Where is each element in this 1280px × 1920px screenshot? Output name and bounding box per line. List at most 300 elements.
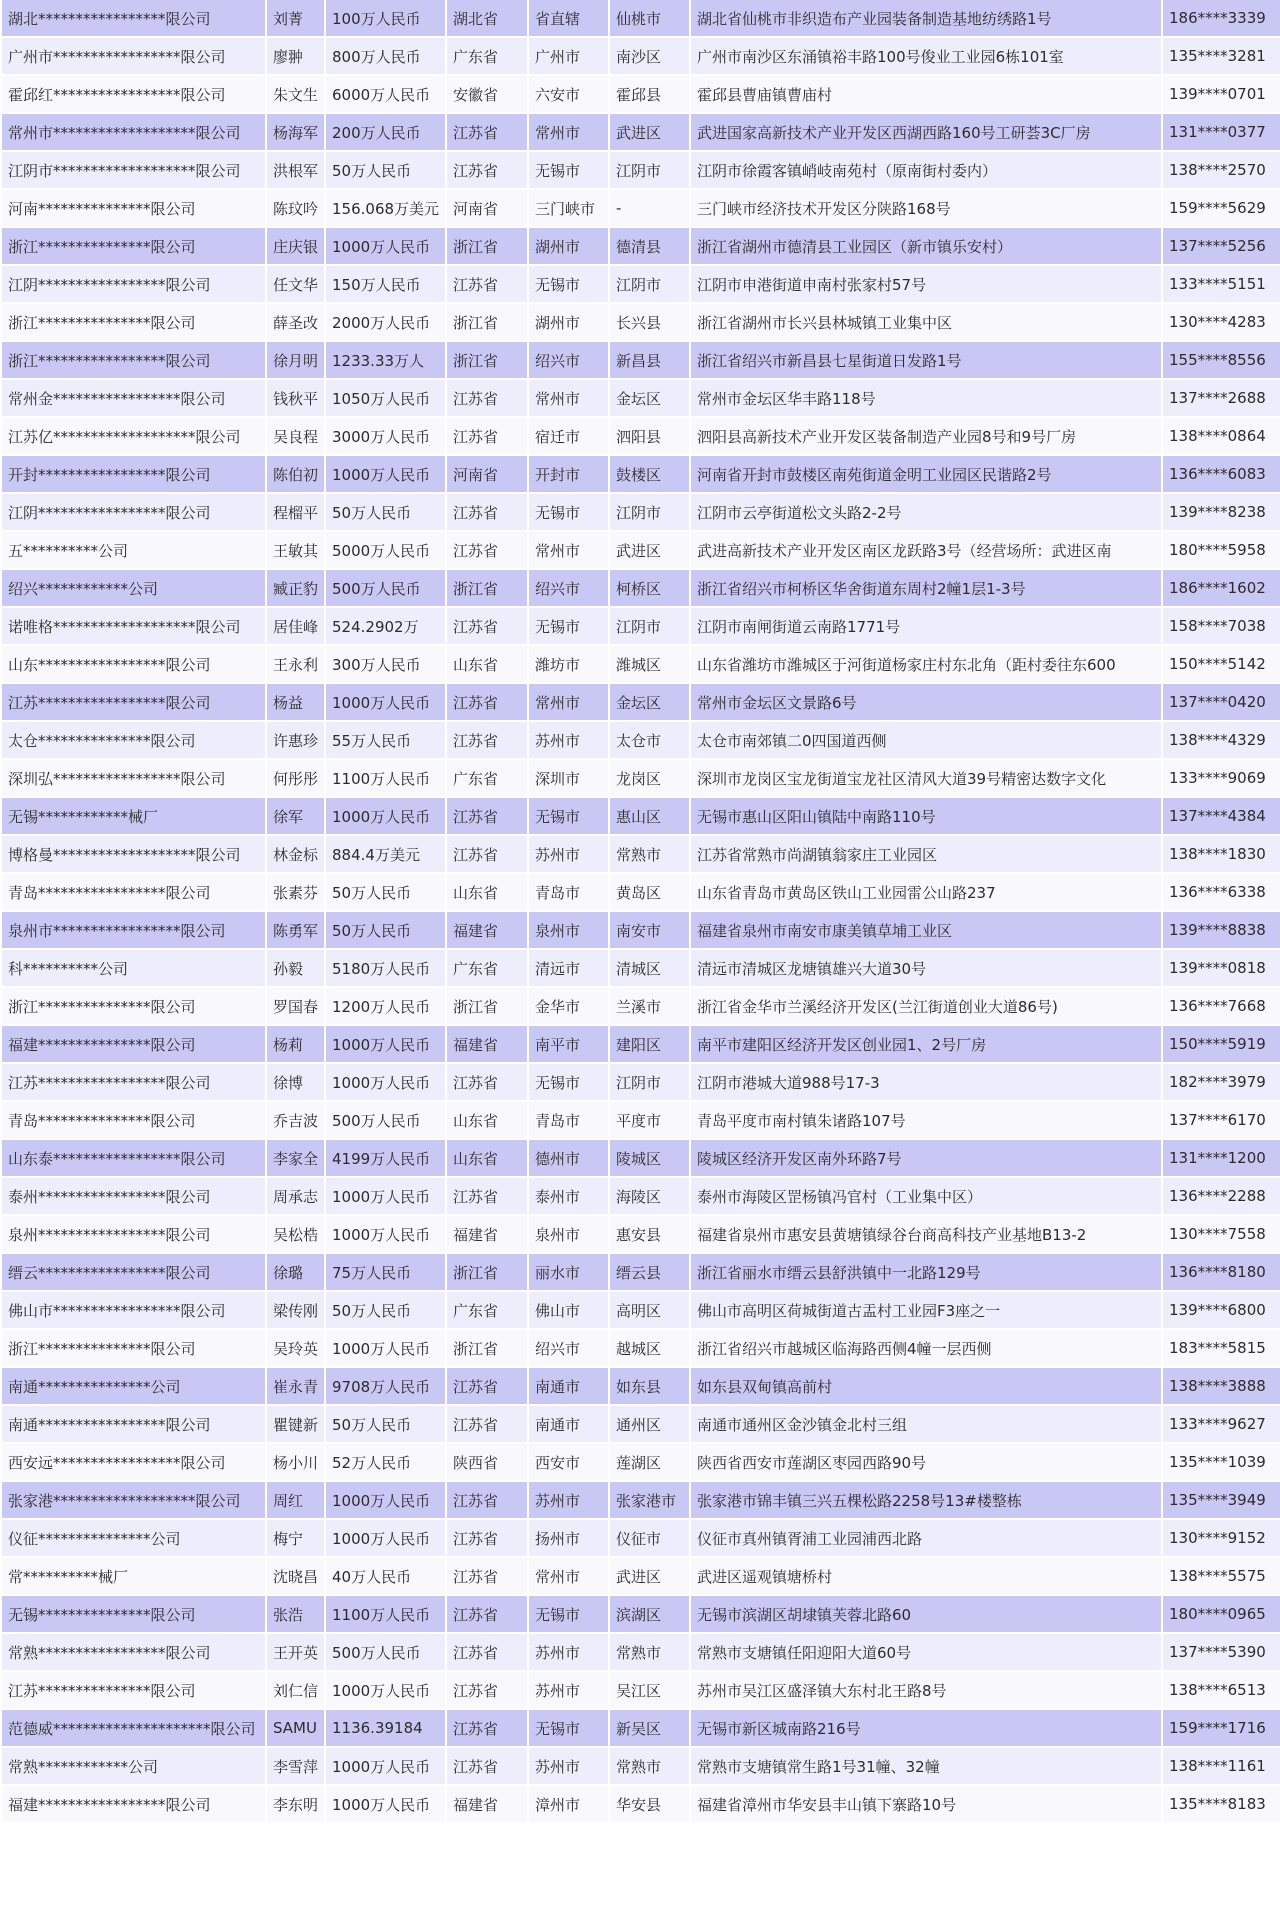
table-row [2, 836, 1280, 872]
district-cell: 仙桃市 [610, 0, 689, 36]
registered-capital-cell: 1000万人民币 [326, 1026, 445, 1062]
registered-capital-cell: 50万人民币 [326, 912, 445, 948]
registered-capital-cell: 1136.39184 [326, 1710, 445, 1746]
registered-capital-cell: 50万人民币 [326, 494, 445, 530]
phone-cell: 135****8183 [1163, 1786, 1280, 1822]
phone-cell: 137****6170 [1163, 1102, 1280, 1138]
province-cell: 江苏省 [447, 114, 527, 150]
city-cell: 常州市 [529, 684, 608, 720]
legal-representative-cell: 任文华 [267, 266, 324, 302]
city-cell: 苏州市 [529, 836, 608, 872]
address-cell: 张家港市锦丰镇三兴五棵松路2258号13#楼整栋 [691, 1482, 1161, 1518]
city-cell: 泉州市 [529, 912, 608, 948]
company-name-cell: 福建*****************限公司 [2, 1786, 265, 1822]
province-cell: 广东省 [447, 950, 527, 986]
province-cell: 江苏省 [447, 1520, 527, 1556]
province-cell: 江苏省 [447, 532, 527, 568]
registered-capital-cell: 1000万人民币 [326, 1216, 445, 1252]
company-name-cell: 山东泰*****************限公司 [2, 1140, 265, 1176]
phone-cell: 138****1830 [1163, 836, 1280, 872]
legal-representative-cell: 陈伯初 [267, 456, 324, 492]
legal-representative-cell: 乔吉波 [267, 1102, 324, 1138]
phone-cell: 180****0965 [1163, 1596, 1280, 1632]
province-cell: 陕西省 [447, 1444, 527, 1480]
address-cell: 浙江省丽水市缙云县舒洪镇中一北路129号 [691, 1254, 1161, 1290]
city-cell: 六安市 [529, 76, 608, 112]
phone-cell: 138****1161 [1163, 1748, 1280, 1784]
registered-capital-cell: 1000万人民币 [326, 684, 445, 720]
table-row [2, 418, 1280, 454]
table-row [2, 1444, 1280, 1480]
registered-capital-cell: 1000万人民币 [326, 1482, 445, 1518]
registered-capital-cell: 9708万人民币 [326, 1368, 445, 1404]
province-cell: 湖北省 [447, 0, 527, 36]
phone-cell: 133****5151 [1163, 266, 1280, 302]
district-cell: 德清县 [610, 228, 689, 264]
legal-representative-cell: 徐博 [267, 1064, 324, 1100]
legal-representative-cell: 杨小川 [267, 1444, 324, 1480]
registered-capital-cell: 156.068万美元 [326, 190, 445, 226]
province-cell: 山东省 [447, 1140, 527, 1176]
phone-cell: 130****9152 [1163, 1520, 1280, 1556]
phone-cell: 158****7038 [1163, 608, 1280, 644]
table-row [2, 1710, 1280, 1746]
address-cell: 仪征市真州镇胥浦工业园浦西北路 [691, 1520, 1161, 1556]
table-row [2, 0, 1280, 36]
address-cell: 福建省漳州市华安县丰山镇下寨路10号 [691, 1786, 1161, 1822]
district-cell: 惠安县 [610, 1216, 689, 1252]
registered-capital-cell: 50万人民币 [326, 874, 445, 910]
city-cell: 常州市 [529, 1558, 608, 1594]
address-cell: 无锡市滨湖区胡埭镇芙蓉北路60 [691, 1596, 1161, 1632]
city-cell: 潍坊市 [529, 646, 608, 682]
phone-cell: 186****1602 [1163, 570, 1280, 606]
city-cell: 清远市 [529, 950, 608, 986]
district-cell: 吴江区 [610, 1672, 689, 1708]
table-row [2, 76, 1280, 112]
legal-representative-cell: 张浩 [267, 1596, 324, 1632]
company-name-cell: 诺唯格*******************限公司 [2, 608, 265, 644]
address-cell: 福建省泉州市南安市康美镇草埔工业区 [691, 912, 1161, 948]
registered-capital-cell: 524.2902万 [326, 608, 445, 644]
province-cell: 安徽省 [447, 76, 527, 112]
table-row [2, 114, 1280, 150]
address-cell: 浙江省湖州市长兴县林城镇工业集中区 [691, 304, 1161, 340]
address-cell: 河南省开封市鼓楼区南苑街道金明工业园区民谐路2号 [691, 456, 1161, 492]
district-cell: 江阴市 [610, 494, 689, 530]
registered-capital-cell: 75万人民币 [326, 1254, 445, 1290]
province-cell: 江苏省 [447, 1672, 527, 1708]
table-row [2, 684, 1280, 720]
table-row [2, 304, 1280, 340]
legal-representative-cell: 杨莉 [267, 1026, 324, 1062]
district-cell: 柯桥区 [610, 570, 689, 606]
legal-representative-cell: 杨益 [267, 684, 324, 720]
phone-cell: 135****3281 [1163, 38, 1280, 74]
company-name-cell: 泰州*****************限公司 [2, 1178, 265, 1214]
city-cell: 湖州市 [529, 304, 608, 340]
legal-representative-cell: 罗国春 [267, 988, 324, 1024]
table-row [2, 1330, 1280, 1366]
table-row [2, 760, 1280, 796]
phone-cell: 186****3339 [1163, 0, 1280, 36]
city-cell: 无锡市 [529, 798, 608, 834]
company-name-cell: 无锡************械厂 [2, 798, 265, 834]
address-cell: 广州市南沙区东涌镇裕丰路100号俊业工业园6栋101室 [691, 38, 1161, 74]
address-cell: 无锡市新区城南路216号 [691, 1710, 1161, 1746]
address-cell: 陕西省西安市莲湖区枣园西路90号 [691, 1444, 1161, 1480]
company-name-cell: 西安远*****************限公司 [2, 1444, 265, 1480]
city-cell: 无锡市 [529, 494, 608, 530]
company-name-cell: 泉州*****************限公司 [2, 1216, 265, 1252]
registered-capital-cell: 1000万人民币 [326, 456, 445, 492]
registered-capital-cell: 3000万人民币 [326, 418, 445, 454]
company-name-cell: 福建***************限公司 [2, 1026, 265, 1062]
address-cell: 江阴市南闸街道云南路1771号 [691, 608, 1161, 644]
district-cell: 高明区 [610, 1292, 689, 1328]
registered-capital-cell: 150万人民币 [326, 266, 445, 302]
company-name-cell: 常**********械厂 [2, 1558, 265, 1594]
company-name-cell: 五**********公司 [2, 532, 265, 568]
table-row [2, 1102, 1280, 1138]
legal-representative-cell: 杨海军 [267, 114, 324, 150]
city-cell: 无锡市 [529, 1064, 608, 1100]
district-cell: 如东县 [610, 1368, 689, 1404]
table-row [2, 1482, 1280, 1518]
legal-representative-cell: 徐月明 [267, 342, 324, 378]
district-cell: 仪征市 [610, 1520, 689, 1556]
registered-capital-cell: 1200万人民币 [326, 988, 445, 1024]
table-row [2, 1026, 1280, 1062]
district-cell: 金坛区 [610, 684, 689, 720]
district-cell: 建阳区 [610, 1026, 689, 1062]
district-cell: 江阴市 [610, 1064, 689, 1100]
registered-capital-cell: 100万人民币 [326, 0, 445, 36]
legal-representative-cell: 瞿键新 [267, 1406, 324, 1442]
province-cell: 河南省 [447, 190, 527, 226]
district-cell: 莲湖区 [610, 1444, 689, 1480]
phone-cell: 183****5815 [1163, 1330, 1280, 1366]
legal-representative-cell: 居佳峰 [267, 608, 324, 644]
province-cell: 江苏省 [447, 1178, 527, 1214]
table-row [2, 152, 1280, 188]
company-name-cell: 开封*****************限公司 [2, 456, 265, 492]
address-cell: 清远市清城区龙塘镇雄兴大道30号 [691, 950, 1161, 986]
company-name-cell: 江阴市*******************限公司 [2, 152, 265, 188]
legal-representative-cell: 王开英 [267, 1634, 324, 1670]
district-cell: 武进区 [610, 1558, 689, 1594]
district-cell: 常熟市 [610, 1748, 689, 1784]
district-cell: 缙云县 [610, 1254, 689, 1290]
district-cell: 通州区 [610, 1406, 689, 1442]
legal-representative-cell: 张素芬 [267, 874, 324, 910]
province-cell: 江苏省 [447, 152, 527, 188]
address-cell: 深圳市龙岗区宝龙街道宝龙社区清风大道39号精密达数字文化 [691, 760, 1161, 796]
city-cell: 绍兴市 [529, 570, 608, 606]
company-name-cell: 广州市*****************限公司 [2, 38, 265, 74]
company-name-cell: 南通*****************限公司 [2, 1406, 265, 1442]
city-cell: 深圳市 [529, 760, 608, 796]
city-cell: 苏州市 [529, 1482, 608, 1518]
table-row [2, 1558, 1280, 1594]
table-row [2, 38, 1280, 74]
address-cell: 苏州市吴江区盛泽镇大东村北王路8号 [691, 1672, 1161, 1708]
city-cell: 无锡市 [529, 1596, 608, 1632]
table-row [2, 608, 1280, 644]
district-cell: 兰溪市 [610, 988, 689, 1024]
legal-representative-cell: 孙毅 [267, 950, 324, 986]
table-row [2, 266, 1280, 302]
legal-representative-cell: 钱秋平 [267, 380, 324, 416]
company-name-cell: 浙江***************限公司 [2, 304, 265, 340]
province-cell: 浙江省 [447, 228, 527, 264]
address-cell: 湖北省仙桃市非织造布产业园装备制造基地纺绣路1号 [691, 0, 1161, 36]
province-cell: 江苏省 [447, 380, 527, 416]
registered-capital-cell: 55万人民币 [326, 722, 445, 758]
company-name-cell: 浙江***************限公司 [2, 1330, 265, 1366]
company-name-cell: 佛山市*****************限公司 [2, 1292, 265, 1328]
registered-capital-cell: 1100万人民币 [326, 760, 445, 796]
address-cell: 泰州市海陵区罡杨镇冯官村（工业集中区） [691, 1178, 1161, 1214]
district-cell: - [610, 190, 689, 226]
company-name-cell: 南通***************公司 [2, 1368, 265, 1404]
company-name-cell: 范德威*********************限公司 [2, 1710, 265, 1746]
registered-capital-cell: 800万人民币 [326, 38, 445, 74]
phone-cell: 180****5958 [1163, 532, 1280, 568]
city-cell: 佛山市 [529, 1292, 608, 1328]
phone-cell: 136****2288 [1163, 1178, 1280, 1214]
registered-capital-cell: 50万人民币 [326, 1406, 445, 1442]
table-row [2, 1672, 1280, 1708]
legal-representative-cell: 陈勇军 [267, 912, 324, 948]
phone-cell: 138****5575 [1163, 1558, 1280, 1594]
registered-capital-cell: 4199万人民币 [326, 1140, 445, 1176]
district-cell: 越城区 [610, 1330, 689, 1366]
phone-cell: 159****5629 [1163, 190, 1280, 226]
legal-representative-cell: 徐璐 [267, 1254, 324, 1290]
legal-representative-cell: 吴玲英 [267, 1330, 324, 1366]
company-name-cell: 山东*****************限公司 [2, 646, 265, 682]
phone-cell: 131****1200 [1163, 1140, 1280, 1176]
registered-capital-cell: 1100万人民币 [326, 1596, 445, 1632]
table-row [2, 988, 1280, 1024]
address-cell: 江阴市云亭街道松文头路2-2号 [691, 494, 1161, 530]
phone-cell: 159****1716 [1163, 1710, 1280, 1746]
phone-cell: 155****8556 [1163, 342, 1280, 378]
address-cell: 江阴市徐霞客镇峭岐南苑村（原南街村委内） [691, 152, 1161, 188]
city-cell: 湖州市 [529, 228, 608, 264]
address-cell: 浙江省绍兴市新昌县七星街道日发路1号 [691, 342, 1161, 378]
legal-representative-cell: 沈晓昌 [267, 1558, 324, 1594]
city-cell: 无锡市 [529, 266, 608, 302]
registered-capital-cell: 500万人民币 [326, 1102, 445, 1138]
province-cell: 浙江省 [447, 304, 527, 340]
province-cell: 福建省 [447, 912, 527, 948]
company-name-cell: 深圳弘*****************限公司 [2, 760, 265, 796]
legal-representative-cell: 李东明 [267, 1786, 324, 1822]
province-cell: 江苏省 [447, 266, 527, 302]
legal-representative-cell: 林金标 [267, 836, 324, 872]
phone-cell: 136****8180 [1163, 1254, 1280, 1290]
address-cell: 太仓市南郊镇二0四国道西侧 [691, 722, 1161, 758]
address-cell: 山东省青岛市黄岛区铁山工业园雷公山路237 [691, 874, 1161, 910]
legal-representative-cell: SAMU [267, 1710, 324, 1746]
legal-representative-cell: 梁传刚 [267, 1292, 324, 1328]
city-cell: 泉州市 [529, 1216, 608, 1252]
province-cell: 江苏省 [447, 1596, 527, 1632]
legal-representative-cell: 李家全 [267, 1140, 324, 1176]
legal-representative-cell: 陈玟吟 [267, 190, 324, 226]
address-cell: 江阴市申港街道申南村张家村57号 [691, 266, 1161, 302]
table-row [2, 190, 1280, 226]
legal-representative-cell: 刘仁信 [267, 1672, 324, 1708]
district-cell: 黄岛区 [610, 874, 689, 910]
company-name-cell: 常州市*******************限公司 [2, 114, 265, 150]
city-cell: 西安市 [529, 1444, 608, 1480]
province-cell: 江苏省 [447, 684, 527, 720]
district-cell: 新昌县 [610, 342, 689, 378]
company-name-cell: 江苏*****************限公司 [2, 1064, 265, 1100]
city-cell: 苏州市 [529, 1672, 608, 1708]
district-cell: 泗阳县 [610, 418, 689, 454]
registered-capital-cell: 6000万人民币 [326, 76, 445, 112]
province-cell: 江苏省 [447, 494, 527, 530]
phone-cell: 137****5256 [1163, 228, 1280, 264]
province-cell: 山东省 [447, 874, 527, 910]
registered-capital-cell: 1000万人民币 [326, 228, 445, 264]
address-cell: 武进高新技术产业开发区南区龙跃路3号（经营场所：武进区南 [691, 532, 1161, 568]
table-row [2, 1596, 1280, 1632]
company-name-cell: 江阴*****************限公司 [2, 494, 265, 530]
table-row [2, 380, 1280, 416]
address-cell: 三门峡市经济技术开发区分陕路168号 [691, 190, 1161, 226]
city-cell: 广州市 [529, 38, 608, 74]
registered-capital-cell: 5180万人民币 [326, 950, 445, 986]
registered-capital-cell: 1000万人民币 [326, 1064, 445, 1100]
phone-cell: 131****0377 [1163, 114, 1280, 150]
address-cell: 南平市建阳区经济开发区创业园1、2号厂房 [691, 1026, 1161, 1062]
table-row [2, 1216, 1280, 1252]
city-cell: 三门峡市 [529, 190, 608, 226]
province-cell: 山东省 [447, 646, 527, 682]
company-name-cell: 常州金*****************限公司 [2, 380, 265, 416]
address-cell: 如东县双甸镇高前村 [691, 1368, 1161, 1404]
province-cell: 江苏省 [447, 1558, 527, 1594]
province-cell: 江苏省 [447, 418, 527, 454]
phone-cell: 137****5390 [1163, 1634, 1280, 1670]
district-cell: 江阴市 [610, 152, 689, 188]
phone-cell: 136****6083 [1163, 456, 1280, 492]
registered-capital-cell: 50万人民币 [326, 1292, 445, 1328]
district-cell: 江阴市 [610, 608, 689, 644]
address-cell: 武进国家高新技术产业开发区西湖西路160号工研荟3C厂房 [691, 114, 1161, 150]
company-name-cell: 泉州市*****************限公司 [2, 912, 265, 948]
address-cell: 无锡市惠山区阳山镇陆中南路110号 [691, 798, 1161, 834]
phone-cell: 135****1039 [1163, 1444, 1280, 1480]
district-cell: 太仓市 [610, 722, 689, 758]
district-cell: 龙岗区 [610, 760, 689, 796]
province-cell: 广东省 [447, 38, 527, 74]
district-cell: 海陵区 [610, 1178, 689, 1214]
phone-cell: 150****5142 [1163, 646, 1280, 682]
address-cell: 佛山市高明区荷城街道古盂村工业园F3座之一 [691, 1292, 1161, 1328]
district-cell: 武进区 [610, 114, 689, 150]
city-cell: 绍兴市 [529, 342, 608, 378]
city-cell: 泰州市 [529, 1178, 608, 1214]
company-name-cell: 浙江*****************限公司 [2, 342, 265, 378]
table-row [2, 646, 1280, 682]
phone-cell: 138****2570 [1163, 152, 1280, 188]
company-name-cell: 青岛***************限公司 [2, 1102, 265, 1138]
province-cell: 浙江省 [447, 570, 527, 606]
province-cell: 浙江省 [447, 988, 527, 1024]
legal-representative-cell: 程榴平 [267, 494, 324, 530]
registered-capital-cell: 300万人民币 [326, 646, 445, 682]
province-cell: 江苏省 [447, 722, 527, 758]
table-row [2, 456, 1280, 492]
phone-cell: 136****7668 [1163, 988, 1280, 1024]
city-cell: 丽水市 [529, 1254, 608, 1290]
city-cell: 常州市 [529, 114, 608, 150]
province-cell: 江苏省 [447, 1064, 527, 1100]
province-cell: 福建省 [447, 1216, 527, 1252]
district-cell: 金坛区 [610, 380, 689, 416]
province-cell: 江苏省 [447, 836, 527, 872]
province-cell: 广东省 [447, 760, 527, 796]
registered-capital-cell: 1050万人民币 [326, 380, 445, 416]
table-row [2, 1368, 1280, 1404]
district-cell: 霍邱县 [610, 76, 689, 112]
province-cell: 江苏省 [447, 1634, 527, 1670]
legal-representative-cell: 吴良程 [267, 418, 324, 454]
table-row [2, 1254, 1280, 1290]
legal-representative-cell: 吴松梏 [267, 1216, 324, 1252]
city-cell: 开封市 [529, 456, 608, 492]
address-cell: 山东省潍坊市潍城区于河街道杨家庄村东北角（距村委往东600 [691, 646, 1161, 682]
city-cell: 常州市 [529, 380, 608, 416]
city-cell: 漳州市 [529, 1786, 608, 1822]
address-cell: 浙江省绍兴市柯桥区华舍街道东周村2幢1层1-3号 [691, 570, 1161, 606]
table-row [2, 494, 1280, 530]
legal-representative-cell: 刘菁 [267, 0, 324, 36]
city-cell: 绍兴市 [529, 1330, 608, 1366]
province-cell: 江苏省 [447, 1368, 527, 1404]
address-cell: 浙江省金华市兰溪经济开发区(兰江街道创业大道86号) [691, 988, 1161, 1024]
address-cell: 泗阳县高新技术产业开发区装备制造产业园8号和9号厂房 [691, 418, 1161, 454]
table-row [2, 1786, 1280, 1822]
address-cell: 陵城区经济开发区南外环路7号 [691, 1140, 1161, 1176]
address-cell: 福建省泉州市惠安县黄塘镇绿谷台商高科技产业基地B13-2 [691, 1216, 1161, 1252]
address-cell: 常熟市支塘镇常生路1号31幢、32幢 [691, 1748, 1161, 1784]
registered-capital-cell: 1000万人民币 [326, 1672, 445, 1708]
phone-cell: 137****0420 [1163, 684, 1280, 720]
province-cell: 福建省 [447, 1026, 527, 1062]
company-name-cell: 浙江***************限公司 [2, 988, 265, 1024]
city-cell: 苏州市 [529, 1634, 608, 1670]
legal-representative-cell: 李雪萍 [267, 1748, 324, 1784]
phone-cell: 136****6338 [1163, 874, 1280, 910]
company-name-cell: 江苏***************限公司 [2, 1672, 265, 1708]
district-cell: 常熟市 [610, 1634, 689, 1670]
phone-cell: 138****6513 [1163, 1672, 1280, 1708]
registered-capital-cell: 1000万人民币 [326, 1786, 445, 1822]
phone-cell: 133****9627 [1163, 1406, 1280, 1442]
phone-cell: 137****2688 [1163, 380, 1280, 416]
province-cell: 江苏省 [447, 798, 527, 834]
city-cell: 南通市 [529, 1368, 608, 1404]
phone-cell: 138****0864 [1163, 418, 1280, 454]
table-row [2, 228, 1280, 264]
